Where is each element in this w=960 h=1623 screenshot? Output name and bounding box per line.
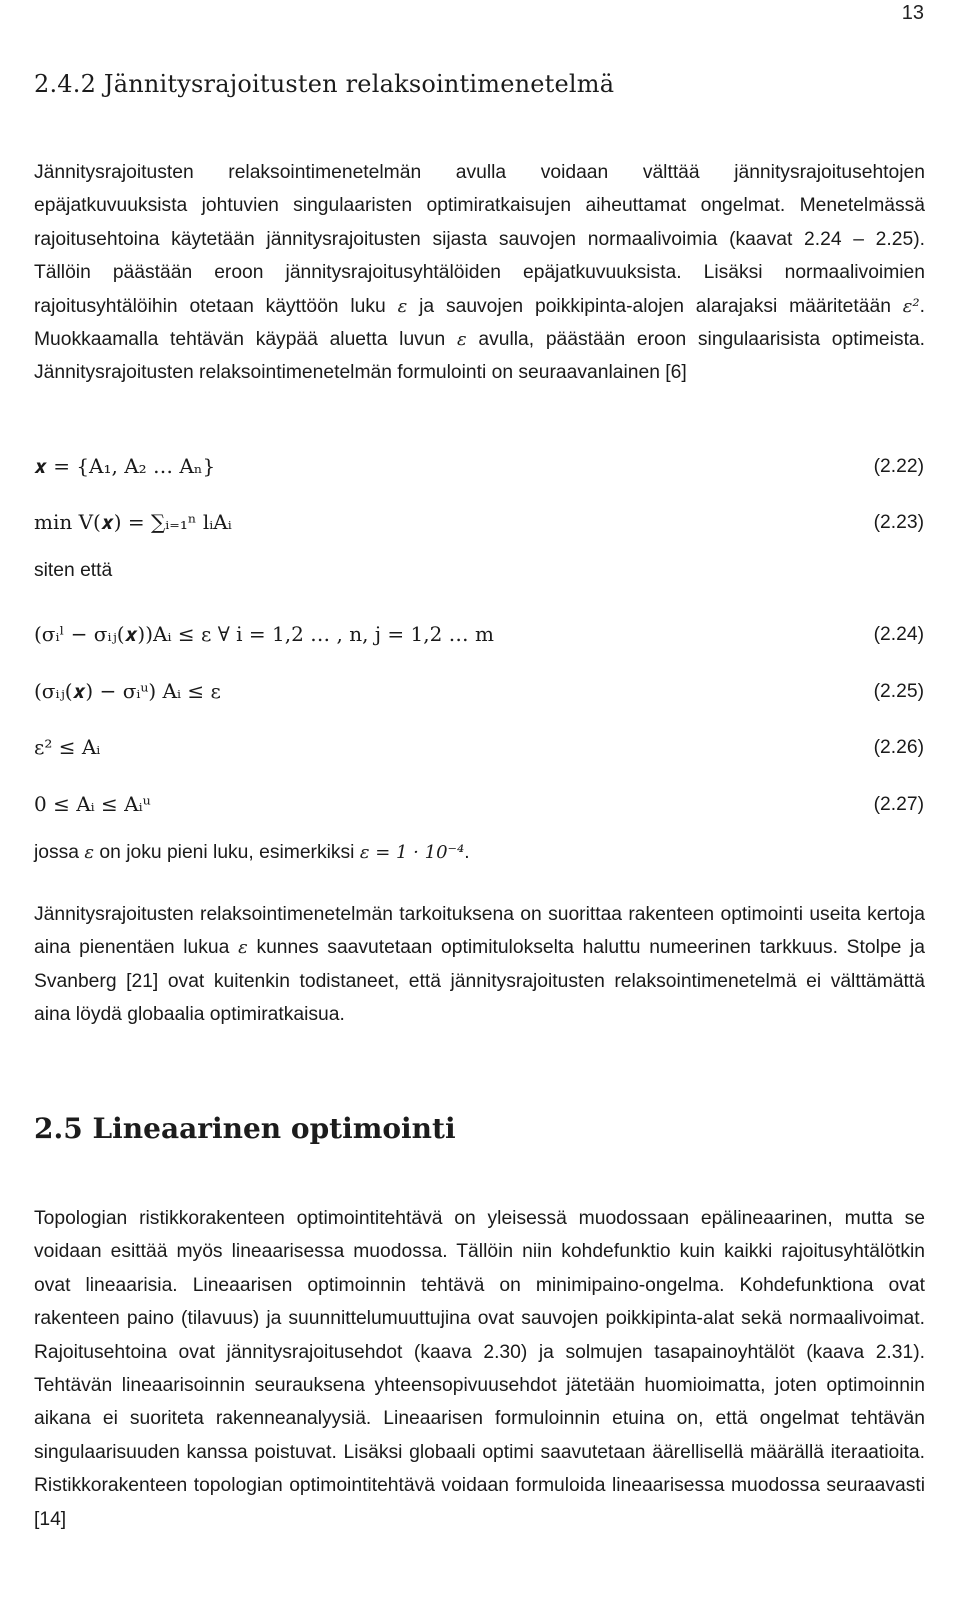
equation-formula: min V(𝒙) = ∑ᵢ₌₁ⁿ lᵢAᵢ <box>34 510 232 534</box>
paragraph-text: ja sauvojen poikkipinta-alojen alarajaksi määritetään <box>419 295 891 317</box>
section-heading: 2.4.2 Jännitysrajoitusten relaksointimenetelmä <box>34 70 615 98</box>
such-that-label: siten että <box>34 560 113 581</box>
equation-number: (2.26) <box>873 737 924 758</box>
equation-formula: ε² ≤ Aᵢ <box>34 735 101 759</box>
note-text: . <box>464 842 470 863</box>
equation-number: (2.25) <box>873 681 924 702</box>
epsilon-symbol: ε <box>84 842 95 863</box>
equation-2-24 <box>34 612 924 652</box>
equation-number: (2.22) <box>873 456 924 477</box>
equation-2-27 <box>34 782 924 822</box>
equation-2-25 <box>34 669 924 709</box>
epsilon-note <box>34 842 470 864</box>
equation-2-22 <box>34 444 924 484</box>
equation-number: (2.23) <box>873 512 924 533</box>
equation-number: (2.24) <box>873 624 924 645</box>
equation-formula: 𝒙 = {A₁, A₂ … Aₙ} <box>34 454 216 478</box>
page-number: 13 <box>901 2 924 24</box>
paragraph-relaxation-purpose <box>34 898 925 1032</box>
paragraph-relaxation-intro <box>34 156 925 390</box>
epsilon-symbol: ε <box>238 937 248 959</box>
main-heading: 2.5 Lineaarinen optimointi <box>34 1112 456 1145</box>
equation-number: (2.27) <box>873 794 924 815</box>
paragraph-text: . Muokkaamalla tehtävän käypää aluetta luvun <box>34 295 925 351</box>
epsilon-symbol: ε <box>397 295 408 317</box>
note-text: on joku pieni luku, esimerkiksi <box>99 842 355 863</box>
paragraph-text: Jännitysrajoitusten relaksointimenetelmän tarkoituksena on suorittaa rakenteen optimointi useita kertoja aina pienentäen lukua <box>34 904 925 959</box>
epsilon-squared: ε² <box>902 295 920 317</box>
paragraph-text: avulla, päästään eroon singulaarisista optimeista. Jännitysrajoitusten relaksointimenetelmän formulointi on seuraavanlainen [6] <box>34 329 926 384</box>
equation-2-26 <box>34 725 924 765</box>
paragraph-text: Jännitysrajoitusten relaksointimenetelmän avulla voidaan välttää jännitysrajoitusehtojen epäjatkuvuuksista johtuvien singulaaristen optimiratkaisujen aiheuttamat ongelmat. Menetelmässä rajoitusehtoina käytetään jännitysrajoitusten sijasta sauvojen normaalivoimia (kaavat 2.24 – 2.25). Tällöin päästään eroon jännitysrajoitusyhtälöiden epäjatkuvuuksista. Lisäksi normaalivoimien rajoitusyhtälöihin otetaan käyttöön luku <box>34 162 925 317</box>
epsilon-symbol: ε <box>457 329 467 351</box>
paragraph-linear-optimization: Topologian ristikkorakenteen optimointitehtävä on yleisessä muodossaan epälineaarinen, mutta se voidaan esittää myös lineaarisessa muodossa. Tällöin niin kohdefunktio kuin kaikki rajoitusyhtälötkin ovat lineaarisia. Lineaarisen optimoinnin tehtävä on minimipaino-ongelma. Kohdefunktiona ovat rakenteen paino (tilavuus) ja suunnittelumuuttujina ovat sauvojen poikkipinta-alat sekä normaalivoimat. Rajoitusehtoina ovat jännitysrajoitusehdot (kaava 2.30) ja solmujen tasapainoyhtälöt (kaava 2.31). Tehtävän lineaarisoinnin seurauksena yhteensopivuusehdot jätetään huomioimatta, joten optimoinnin aikana ei suoriteta rakenneanalyysiä. Lineaarisen formuloinnin etuina on, että ongelmat tehtävän singulaarisuuden kanssa poistuvat. Lisäksi globaali optimi saavutetaan äärellisellä määrällä iteraatioita. Ristikkorakenteen topologian optimointitehtävä voidaan formuloida lineaarisessa muodossa seuraavasti [14] <box>34 1208 925 1530</box>
paragraph-text: kunnes saavutetaan optimitulokselta haluttu numeerinen tarkkuus. Stolpe ja Svanberg [21] ovat kuitenkin todistaneet, että jännitysrajoitusten relaksointimenetelmä ei välttämättä aina löydä globaalia optimiratkaisua. <box>34 937 926 1026</box>
note-text: jossa <box>34 842 80 863</box>
equation-formula: (σᵢˡ − σᵢⱼ(𝒙))Aᵢ ≤ ε ∀ i = 1,2 … , n, j = 1,2 … m <box>34 622 494 646</box>
epsilon-value: ε = 1 · 10⁻⁴ <box>359 842 465 863</box>
equation-formula: 0 ≤ Aᵢ ≤ Aᵢᵘ <box>34 792 151 816</box>
equation-2-23 <box>34 500 924 540</box>
equation-formula: (σᵢⱼ(𝒙) − σᵢᵘ) Aᵢ ≤ ε <box>34 679 221 703</box>
